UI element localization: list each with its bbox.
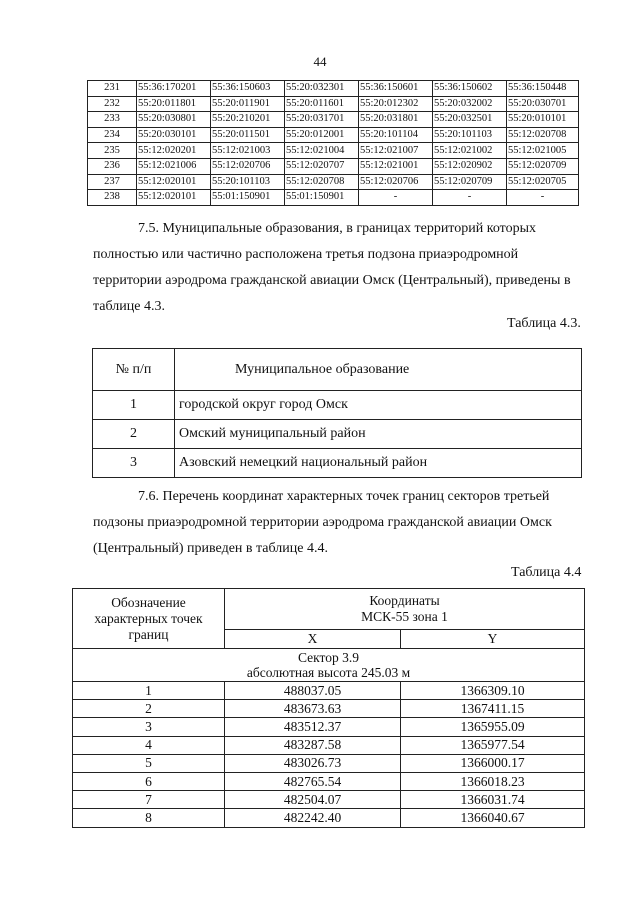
coordinates-header-row xyxy=(73,589,585,630)
table-row xyxy=(73,682,585,700)
header-coordinates-line: Координаты xyxy=(369,593,440,608)
coord-y: 1367411.15 xyxy=(401,700,585,718)
cadastral-table xyxy=(87,80,579,206)
table-row xyxy=(88,158,579,174)
cadastral-code: 55:36:150448 xyxy=(507,81,579,97)
coord-point: 7 xyxy=(73,791,225,809)
cadastral-code: 55:20:101104 xyxy=(359,127,433,143)
table-row xyxy=(73,736,585,754)
cadastral-code: 55:01:150901 xyxy=(285,190,359,206)
header-designation-line: границ xyxy=(128,626,169,642)
cadastral-code: 55:12:021005 xyxy=(507,143,579,159)
row-number: 233 xyxy=(88,112,137,128)
cadastral-code: 55:20:101103 xyxy=(211,174,285,190)
cadastral-code: 55:20:012001 xyxy=(285,127,359,143)
row-number: 237 xyxy=(88,174,137,190)
cadastral-code: 55:20:011801 xyxy=(137,96,211,112)
header-coordinates-line: МСК-55 зона 1 xyxy=(361,609,448,624)
cadastral-code: 55:20:010101 xyxy=(507,112,579,128)
section-7-5-line: полностью или частично расположена третья подзона приаэродромной xyxy=(93,247,519,262)
section-7-5-line: 7.5. Муниципальные образования, в границах территорий которых xyxy=(138,221,536,236)
cadastral-code: 55:20:101103 xyxy=(433,127,507,143)
sector-cell xyxy=(73,649,585,682)
coord-y: 1366040.67 xyxy=(401,809,585,827)
cadastral-code: 55:12:020706 xyxy=(211,158,285,174)
header-municipality: Муниципальное образование xyxy=(175,349,582,391)
cadastral-code: 55:36:150603 xyxy=(211,81,285,97)
table-row xyxy=(93,420,582,449)
cadastral-code: 55:20:032501 xyxy=(433,112,507,128)
municipal-table xyxy=(92,348,582,478)
coord-x: 488037.05 xyxy=(225,682,401,700)
row-number: 232 xyxy=(88,96,137,112)
coord-x: 483026.73 xyxy=(225,754,401,772)
cadastral-code: - xyxy=(359,190,433,206)
row-municipality: городской округ город Омск xyxy=(175,391,582,420)
sector-row xyxy=(73,649,585,682)
header-designation xyxy=(73,589,225,649)
coord-x: 483673.63 xyxy=(225,700,401,718)
table-row xyxy=(88,127,579,143)
row-municipality: Омский муниципальный район xyxy=(175,420,582,449)
row-no: 1 xyxy=(93,391,175,420)
row-no: 2 xyxy=(93,420,175,449)
sector-title: Сектор 3.9 xyxy=(298,650,360,665)
coord-x: 482504.07 xyxy=(225,791,401,809)
section-7-6-line: (Центральный) приведен в таблице 4.4. xyxy=(93,541,328,556)
section-7-6-paragraph xyxy=(93,484,583,562)
row-number: 231 xyxy=(88,81,137,97)
cadastral-code: 55:12:021002 xyxy=(433,143,507,159)
section-7-5-line: таблице 4.3. xyxy=(93,299,165,314)
coord-x: 483287.58 xyxy=(225,736,401,754)
header-designation-line: характерных точек xyxy=(94,610,203,626)
cadastral-code: 55:12:021004 xyxy=(285,143,359,159)
cadastral-code: 55:20:030801 xyxy=(137,112,211,128)
cadastral-code: 55:12:020707 xyxy=(285,158,359,174)
cadastral-code: 55:20:030701 xyxy=(507,96,579,112)
table-row xyxy=(93,449,582,478)
table-row xyxy=(88,143,579,159)
table-row xyxy=(73,754,585,772)
row-municipality: Азовский немецкий национальный район xyxy=(175,449,582,478)
section-7-5-line: территории аэродрома гражданской авиации Омск (Центральный), приведены в xyxy=(93,273,571,288)
cadastral-code: 55:36:150601 xyxy=(359,81,433,97)
coord-point: 8 xyxy=(73,809,225,827)
cadastral-code: 55:20:011501 xyxy=(211,127,285,143)
coord-x: 482765.54 xyxy=(225,772,401,790)
cadastral-code: 55:20:032301 xyxy=(285,81,359,97)
cadastral-code: 55:12:020101 xyxy=(137,190,211,206)
cadastral-code: 55:12:020101 xyxy=(137,174,211,190)
row-number: 238 xyxy=(88,190,137,206)
coord-y: 1366018.23 xyxy=(401,772,585,790)
coord-y: 1366000.17 xyxy=(401,754,585,772)
row-number: 236 xyxy=(88,158,137,174)
header-y: Y xyxy=(401,630,585,649)
cadastral-code: 55:12:020201 xyxy=(137,143,211,159)
section-7-6-line: подзоны приаэродромной территории аэродрома гражданской авиации Омск xyxy=(93,515,552,530)
header-designation-line: Обозначение xyxy=(111,594,186,610)
coord-point: 6 xyxy=(73,772,225,790)
coord-point: 5 xyxy=(73,754,225,772)
coord-point: 1 xyxy=(73,682,225,700)
table-row xyxy=(88,81,579,97)
cadastral-code: 55:20:031701 xyxy=(285,112,359,128)
table-4-4-caption: Таблица 4.4 xyxy=(511,565,582,580)
table-row xyxy=(93,391,582,420)
cadastral-code: 55:36:150602 xyxy=(433,81,507,97)
table-row xyxy=(73,772,585,790)
coord-point: 2 xyxy=(73,700,225,718)
coord-x: 482242.40 xyxy=(225,809,401,827)
table-row xyxy=(73,700,585,718)
coord-point: 3 xyxy=(73,718,225,736)
cadastral-code: 55:12:020709 xyxy=(433,174,507,190)
coord-y: 1366309.10 xyxy=(401,682,585,700)
row-number: 235 xyxy=(88,143,137,159)
cadastral-code: 55:12:020708 xyxy=(285,174,359,190)
cadastral-code: 55:20:032002 xyxy=(433,96,507,112)
row-number: 234 xyxy=(88,127,137,143)
coord-x: 483512.37 xyxy=(225,718,401,736)
cadastral-code: 55:20:011601 xyxy=(285,96,359,112)
cadastral-code: - xyxy=(433,190,507,206)
section-7-6-line: 7.6. Перечень координат характерных точек границ секторов третьей xyxy=(138,489,550,504)
header-no: № п/п xyxy=(93,349,175,391)
cadastral-code: 55:20:030101 xyxy=(137,127,211,143)
cadastral-code: 55:12:020902 xyxy=(433,158,507,174)
page-number: 44 xyxy=(313,54,327,69)
cadastral-code: 55:12:021006 xyxy=(137,158,211,174)
municipal-table-header xyxy=(93,349,582,391)
row-no: 3 xyxy=(93,449,175,478)
section-7-5-paragraph xyxy=(93,216,583,320)
cadastral-code: 55:20:011901 xyxy=(211,96,285,112)
cadastral-code: 55:20:210201 xyxy=(211,112,285,128)
table-row xyxy=(73,791,585,809)
table-row xyxy=(73,809,585,827)
cadastral-code: 55:20:031801 xyxy=(359,112,433,128)
table-row xyxy=(88,96,579,112)
coord-y: 1365955.09 xyxy=(401,718,585,736)
coord-point: 4 xyxy=(73,736,225,754)
table-row xyxy=(73,718,585,736)
cadastral-code: 55:12:021003 xyxy=(211,143,285,159)
cadastral-code: - xyxy=(507,190,579,206)
cadastral-code: 55:12:020705 xyxy=(507,174,579,190)
cadastral-code: 55:20:012302 xyxy=(359,96,433,112)
cadastral-code: 55:12:020709 xyxy=(507,158,579,174)
coord-y: 1366031.74 xyxy=(401,791,585,809)
coord-y: 1365977.54 xyxy=(401,736,585,754)
cadastral-code: 55:12:020706 xyxy=(359,174,433,190)
cadastral-code: 55:01:150901 xyxy=(211,190,285,206)
table-row xyxy=(88,174,579,190)
table-row xyxy=(88,112,579,128)
cadastral-code: 55:12:020708 xyxy=(507,127,579,143)
cadastral-code: 55:12:021001 xyxy=(359,158,433,174)
header-x: X xyxy=(225,630,401,649)
table-row xyxy=(88,190,579,206)
coordinates-table xyxy=(72,588,585,828)
header-coordinates xyxy=(225,589,585,630)
table-4-3-caption: Таблица 4.3. xyxy=(507,316,581,331)
sector-height: абсолютная высота 245.03 м xyxy=(246,665,411,680)
cadastral-code: 55:12:021007 xyxy=(359,143,433,159)
cadastral-code: 55:36:170201 xyxy=(137,81,211,97)
